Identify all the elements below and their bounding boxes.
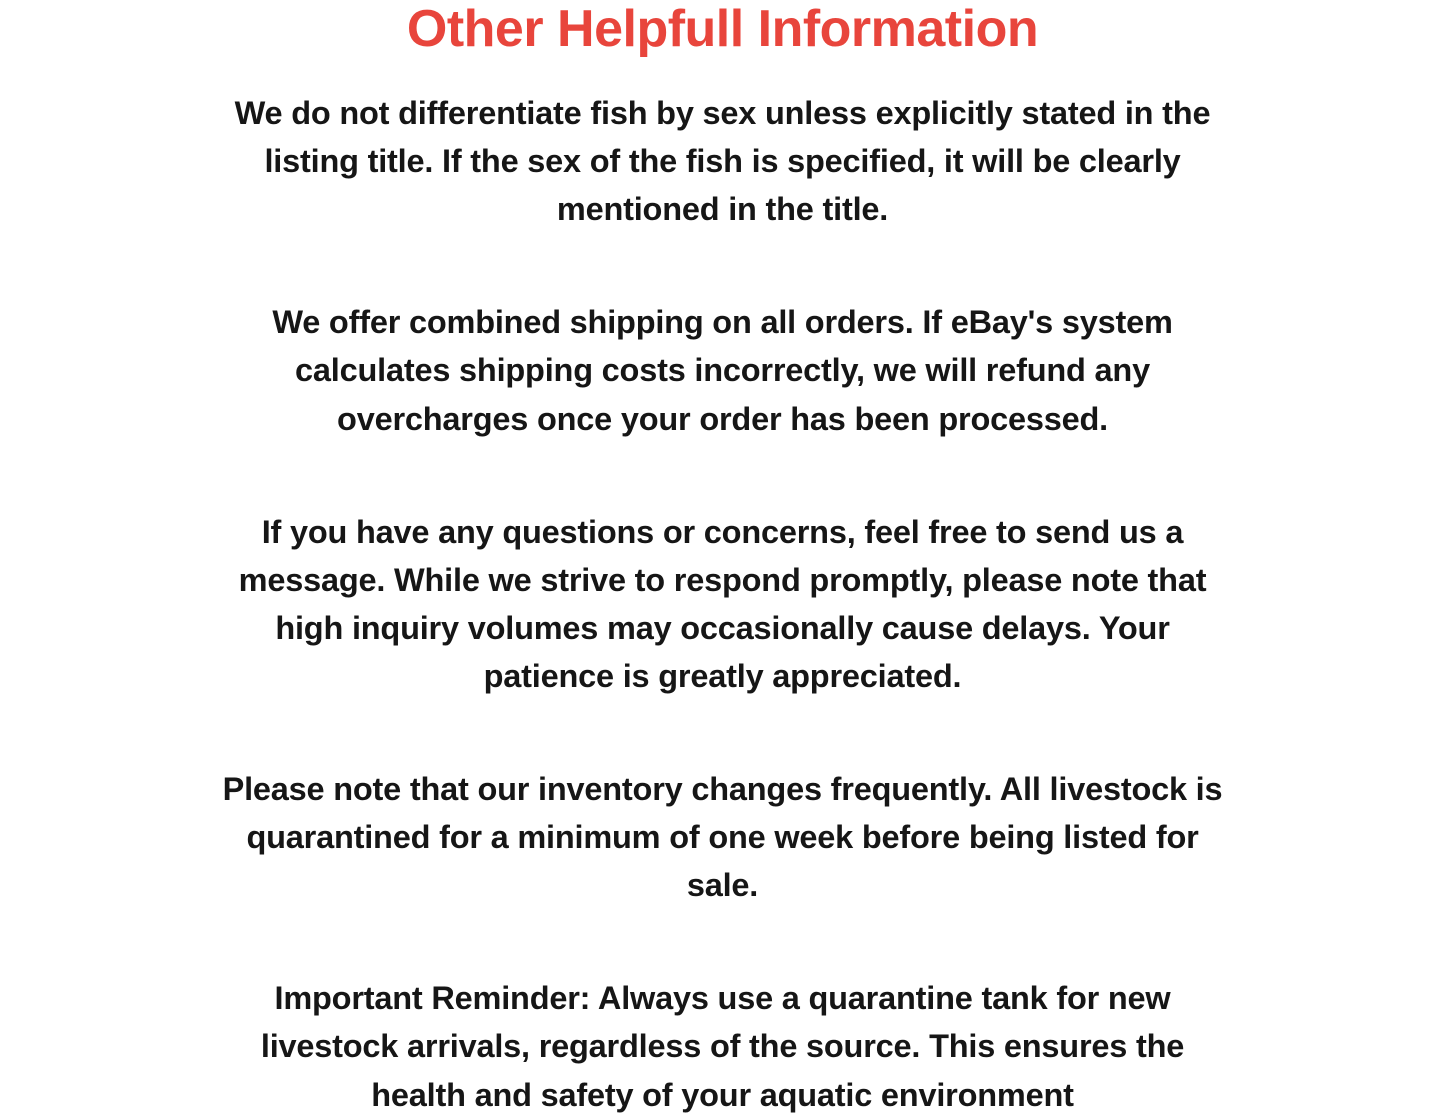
page-title: Other Helpfull Information [406,0,1039,58]
paragraph-combined-shipping: We offer combined shipping on all orders. If eBay's system calculates shipping costs incorrectly, we will refund any overcharges once your order has been processed. [272,304,1173,437]
paragraph-sex-differentiation: We do not differentiate fish by sex unless explicitly stated in the listing title. If the sex of the fish is specified, it will be clearly mentioned in the title. [234,95,1211,228]
paragraph-important-reminder: Important Reminder: Always use a quarantine tank for new livestock arrivals, regardless of the source. This ensures the health and safety of your aquatic environment [260,980,1185,1113]
paragraph-questions-response-time: If you have any questions or concerns, feel free to send us a message. While we strive to respond promptly, please note that high inquiry volumes may occasionally cause delays. Your patience is greatly appreciated. [238,513,1207,694]
paragraph-inventory-quarantine: Please note that our inventory changes frequently. All livestock is quarantined for a minimum of one week before being listed for sale. [222,771,1223,904]
